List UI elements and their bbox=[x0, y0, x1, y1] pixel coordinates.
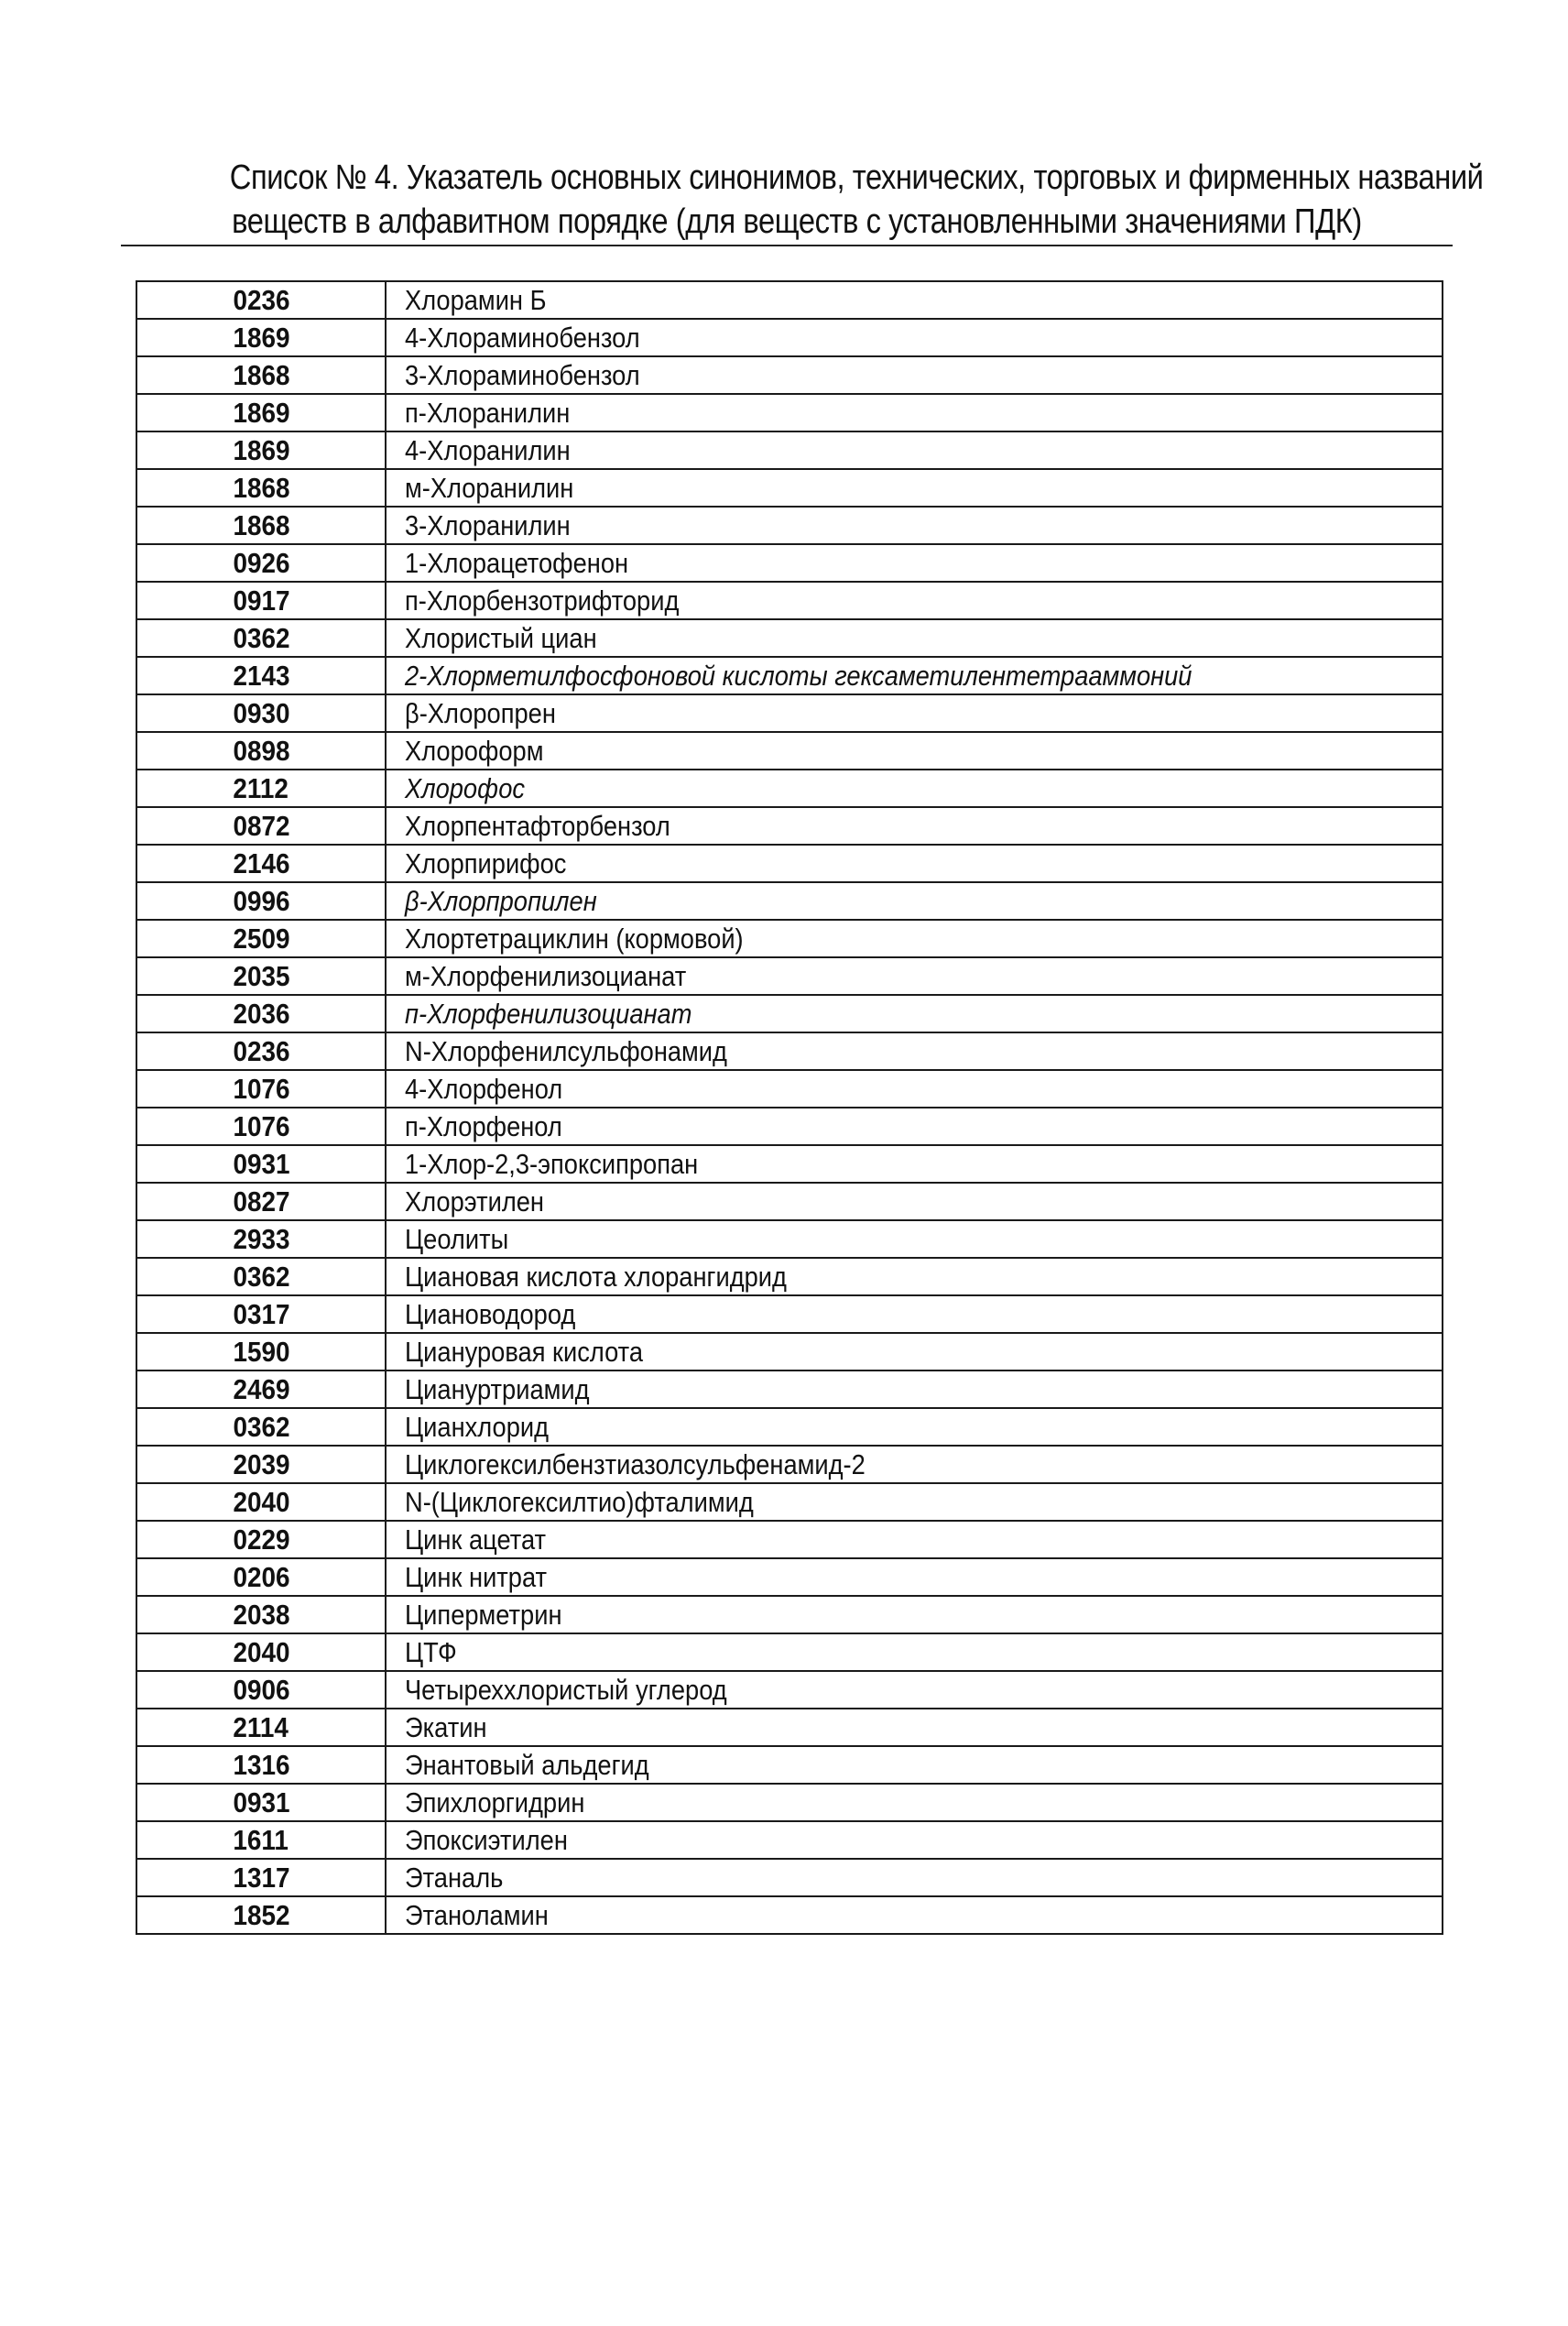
substance-code-cell bbox=[136, 507, 386, 544]
substance-code-cell bbox=[136, 1333, 386, 1370]
substance-code-cell bbox=[136, 1821, 386, 1859]
substance-name-cell bbox=[386, 1521, 1443, 1558]
substance-code-cell bbox=[136, 1295, 386, 1333]
page-title-line-1: Список № 4. Указатель основных синонимов, технических, торговых и фирменных названий bbox=[229, 158, 1484, 197]
substance-name-cell bbox=[386, 657, 1443, 694]
substance-code-cell bbox=[136, 1145, 386, 1183]
table-row bbox=[136, 882, 1443, 920]
substance-name: ЦТФ bbox=[405, 1636, 457, 1668]
substance-code-cell bbox=[136, 694, 386, 732]
substance-code: 1869 bbox=[232, 322, 290, 354]
substance-name: Циануртриамид bbox=[405, 1373, 590, 1405]
substance-code: 0827 bbox=[232, 1185, 290, 1218]
substance-name: Циануровая кислота bbox=[405, 1336, 644, 1368]
substance-name-cell bbox=[386, 469, 1443, 507]
substance-code-cell bbox=[136, 1032, 386, 1070]
substance-name: Эпихлоргидрин bbox=[405, 1786, 585, 1818]
table-row bbox=[136, 394, 1443, 431]
substance-name-cell bbox=[386, 1821, 1443, 1859]
substance-name: Циклогексилбензтиазолсульфенамид-2 bbox=[405, 1448, 866, 1480]
substance-code: 2509 bbox=[232, 923, 290, 955]
substance-name: β-Хлоропрен bbox=[405, 697, 556, 729]
substance-code-cell bbox=[136, 319, 386, 356]
substance-name: Энантовый альдегид bbox=[405, 1749, 649, 1781]
substance-code-cell bbox=[136, 281, 386, 319]
substance-code-cell bbox=[136, 995, 386, 1032]
substance-code-cell bbox=[136, 1633, 386, 1671]
substance-code: 2469 bbox=[232, 1373, 290, 1405]
substance-code: 2112 bbox=[233, 772, 289, 804]
substance-name: 4-Хлоранилин bbox=[405, 434, 571, 466]
substance-name-cell bbox=[386, 1258, 1443, 1295]
substance-code: 2143 bbox=[232, 660, 290, 692]
substance-code: 0931 bbox=[232, 1148, 290, 1180]
substance-code-cell bbox=[136, 807, 386, 845]
table-row bbox=[136, 657, 1443, 694]
substance-name-cell bbox=[386, 732, 1443, 770]
table-row bbox=[136, 1671, 1443, 1709]
substance-code-cell bbox=[136, 469, 386, 507]
substance-code-cell bbox=[136, 582, 386, 619]
substance-name-cell bbox=[386, 1483, 1443, 1521]
table-row bbox=[136, 469, 1443, 507]
substance-code-cell bbox=[136, 770, 386, 807]
substance-name: Хлортетрациклин (кормовой) bbox=[405, 923, 744, 955]
substance-code-cell bbox=[136, 1258, 386, 1295]
substance-name: N-Хлорфенилсульфонамид bbox=[405, 1035, 727, 1067]
table-row bbox=[136, 694, 1443, 732]
page-title bbox=[229, 156, 1484, 244]
substance-name: Хлористый циан bbox=[405, 622, 597, 654]
substance-code-cell bbox=[136, 657, 386, 694]
page-title-line-2: веществ в алфавитном порядке (для веществ с установленными значениями ПДК) bbox=[232, 202, 1362, 241]
substance-code: 0236 bbox=[232, 1035, 290, 1067]
substance-code: 2114 bbox=[233, 1711, 289, 1743]
table-row bbox=[136, 1709, 1443, 1746]
substance-name: м-Хлоранилин bbox=[405, 472, 574, 504]
substance-name-cell bbox=[386, 507, 1443, 544]
substance-code: 1076 bbox=[232, 1073, 290, 1105]
substance-code-cell bbox=[136, 1446, 386, 1483]
substance-name-cell bbox=[386, 319, 1443, 356]
substance-code: 2038 bbox=[232, 1599, 290, 1631]
table-row bbox=[136, 507, 1443, 544]
substance-name: Хлорпентафторбензол bbox=[405, 810, 670, 842]
substance-name: п-Хлорфенол bbox=[405, 1110, 562, 1142]
substance-name-cell bbox=[386, 1333, 1443, 1370]
substance-code: 0236 bbox=[232, 284, 290, 316]
substance-name-cell bbox=[386, 1633, 1443, 1671]
table-row bbox=[136, 1145, 1443, 1183]
table-row bbox=[136, 1446, 1443, 1483]
table-row bbox=[136, 1295, 1443, 1333]
substance-name-cell bbox=[386, 807, 1443, 845]
substance-name: Четыреххлористый углерод bbox=[405, 1674, 727, 1706]
substance-name-cell bbox=[386, 582, 1443, 619]
substance-code: 2035 bbox=[232, 960, 290, 992]
substance-code: 1868 bbox=[232, 509, 290, 541]
table-row bbox=[136, 1821, 1443, 1859]
table-row bbox=[136, 995, 1443, 1032]
substance-name-cell bbox=[386, 1408, 1443, 1446]
substance-code: 1590 bbox=[232, 1336, 290, 1368]
substance-code: 2933 bbox=[232, 1223, 290, 1255]
table-row bbox=[136, 1633, 1443, 1671]
substance-name-cell bbox=[386, 957, 1443, 995]
substance-code: 2040 bbox=[232, 1486, 290, 1518]
substance-name-cell bbox=[386, 1784, 1443, 1821]
table-row bbox=[136, 807, 1443, 845]
table-row bbox=[136, 619, 1443, 657]
substance-name: β-Хлорпропилен bbox=[405, 885, 597, 917]
substance-code-cell bbox=[136, 431, 386, 469]
substance-name-cell bbox=[386, 1859, 1443, 1896]
substance-name-cell bbox=[386, 356, 1443, 394]
substance-code: 1869 bbox=[232, 397, 290, 429]
table-row bbox=[136, 1859, 1443, 1896]
substance-code-cell bbox=[136, 1370, 386, 1408]
substance-name-cell bbox=[386, 1183, 1443, 1220]
substance-code: 0926 bbox=[232, 547, 290, 579]
table-row bbox=[136, 1746, 1443, 1784]
substance-name: 3-Хлоранилин bbox=[405, 509, 571, 541]
substance-name-cell bbox=[386, 1070, 1443, 1108]
substance-code-cell bbox=[136, 1896, 386, 1934]
table-row bbox=[136, 356, 1443, 394]
substance-name-cell bbox=[386, 845, 1443, 882]
substance-code: 0362 bbox=[232, 622, 290, 654]
substance-code: 0898 bbox=[232, 735, 290, 767]
substance-name-cell bbox=[386, 1558, 1443, 1596]
substance-name: 2-Хлорметилфосфоновой кислоты гексаметилентетрааммоний bbox=[405, 660, 1192, 692]
substance-code: 0996 bbox=[232, 885, 290, 917]
substance-code: 1869 bbox=[232, 434, 290, 466]
substance-name-cell bbox=[386, 1220, 1443, 1258]
substance-name-cell bbox=[386, 394, 1443, 431]
table-row bbox=[136, 770, 1443, 807]
substance-name-cell bbox=[386, 1746, 1443, 1784]
substance-name: Цинк нитрат bbox=[405, 1561, 548, 1593]
table-row bbox=[136, 1558, 1443, 1596]
substance-code-cell bbox=[136, 619, 386, 657]
substance-name-cell bbox=[386, 1709, 1443, 1746]
substance-name: м-Хлорфенилизоцианат bbox=[405, 960, 687, 992]
substance-name: Циановая кислота хлорангидрид bbox=[405, 1261, 787, 1293]
substance-code-cell bbox=[136, 1070, 386, 1108]
substance-code: 2036 bbox=[232, 998, 290, 1030]
table-row bbox=[136, 1896, 1443, 1934]
substance-code: 1852 bbox=[232, 1899, 290, 1931]
table-row bbox=[136, 732, 1443, 770]
substance-code: 1317 bbox=[232, 1862, 290, 1894]
table-row bbox=[136, 1258, 1443, 1295]
substance-code: 0362 bbox=[232, 1411, 290, 1443]
substance-code-cell bbox=[136, 732, 386, 770]
substance-code-cell bbox=[136, 1709, 386, 1746]
substance-name-cell bbox=[386, 431, 1443, 469]
substance-code: 1076 bbox=[232, 1110, 290, 1142]
table-row bbox=[136, 1370, 1443, 1408]
substance-name-cell bbox=[386, 1596, 1443, 1633]
table-row bbox=[136, 957, 1443, 995]
substance-name: Этаналь bbox=[405, 1862, 504, 1894]
substance-code: 2039 bbox=[232, 1448, 290, 1480]
substance-name: Хлороформ bbox=[405, 735, 544, 767]
substance-name: Экатин bbox=[405, 1711, 487, 1743]
table-row bbox=[136, 1784, 1443, 1821]
table-row bbox=[136, 319, 1443, 356]
substance-name: Хлорэтилен bbox=[405, 1185, 544, 1218]
table-row bbox=[136, 1108, 1443, 1145]
substance-code-cell bbox=[136, 1483, 386, 1521]
substance-name: Цианхлорид bbox=[405, 1411, 550, 1443]
substance-code: 0229 bbox=[232, 1523, 290, 1556]
substance-code: 0317 bbox=[232, 1298, 290, 1330]
substance-name: Циановодород bbox=[405, 1298, 576, 1330]
substance-code-cell bbox=[136, 1521, 386, 1558]
substance-name-cell bbox=[386, 1032, 1443, 1070]
substance-code-cell bbox=[136, 882, 386, 920]
substance-name: 4-Хлорфенол bbox=[405, 1073, 563, 1105]
substance-name: Хлорамин Б bbox=[405, 284, 547, 316]
substance-code: 0917 bbox=[232, 584, 290, 617]
table-row bbox=[136, 1596, 1443, 1633]
substance-name-cell bbox=[386, 1108, 1443, 1145]
table-row bbox=[136, 1220, 1443, 1258]
substance-code: 0906 bbox=[232, 1674, 290, 1706]
substance-name-cell bbox=[386, 770, 1443, 807]
substance-name: 3-Хлораминобензол bbox=[405, 359, 640, 391]
substance-code-cell bbox=[136, 394, 386, 431]
substance-code: 0206 bbox=[232, 1561, 290, 1593]
substance-name-cell bbox=[386, 882, 1443, 920]
substance-name: п-Хлорбензотрифторид bbox=[405, 584, 680, 617]
table-row bbox=[136, 1070, 1443, 1108]
table-row bbox=[136, 544, 1443, 582]
table-row bbox=[136, 1483, 1443, 1521]
substance-code: 2040 bbox=[232, 1636, 290, 1668]
substance-code: 0362 bbox=[232, 1261, 290, 1293]
table-row bbox=[136, 1521, 1443, 1558]
substance-name-cell bbox=[386, 1295, 1443, 1333]
substance-name: Хлорофос bbox=[405, 772, 526, 804]
table-row bbox=[136, 281, 1443, 319]
title-divider bbox=[121, 245, 1453, 246]
substance-code-cell bbox=[136, 957, 386, 995]
substance-name: N-(Циклогексилтио)фталимид bbox=[405, 1486, 754, 1518]
substance-code: 1868 bbox=[232, 472, 290, 504]
substance-name-cell bbox=[386, 281, 1443, 319]
substance-code: 1611 bbox=[233, 1824, 289, 1856]
substance-code-cell bbox=[136, 845, 386, 882]
substance-code-cell bbox=[136, 920, 386, 957]
substance-code: 1316 bbox=[232, 1749, 290, 1781]
substance-name-cell bbox=[386, 1370, 1443, 1408]
substance-code-cell bbox=[136, 1784, 386, 1821]
substance-code-cell bbox=[136, 1596, 386, 1633]
table-row bbox=[136, 1408, 1443, 1446]
substance-name-cell bbox=[386, 619, 1443, 657]
substance-code-cell bbox=[136, 1108, 386, 1145]
substance-code-cell bbox=[136, 1408, 386, 1446]
substance-code: 1868 bbox=[232, 359, 290, 391]
substance-name: Цинк ацетат bbox=[405, 1523, 547, 1556]
substance-name: п-Хлорфенилизоцианат bbox=[405, 998, 692, 1030]
substance-code-cell bbox=[136, 1859, 386, 1896]
table-row bbox=[136, 582, 1443, 619]
substance-code-cell bbox=[136, 1220, 386, 1258]
synonym-index-table bbox=[136, 280, 1443, 1935]
substance-code-cell bbox=[136, 1746, 386, 1784]
substance-name: Цеолиты bbox=[405, 1223, 509, 1255]
table-row bbox=[136, 431, 1443, 469]
substance-name-cell bbox=[386, 544, 1443, 582]
substance-name: Хлорпирифос bbox=[405, 847, 567, 879]
table-row bbox=[136, 1183, 1443, 1220]
substance-name-cell bbox=[386, 1671, 1443, 1709]
substance-name-cell bbox=[386, 1446, 1443, 1483]
substance-name-cell bbox=[386, 920, 1443, 957]
substance-name: Этаноламин bbox=[405, 1899, 549, 1931]
substance-name-cell bbox=[386, 1145, 1443, 1183]
substance-code-cell bbox=[136, 544, 386, 582]
table-body bbox=[136, 281, 1443, 1934]
substance-code: 0930 bbox=[232, 697, 290, 729]
substance-code: 0931 bbox=[232, 1786, 290, 1818]
table-row bbox=[136, 845, 1443, 882]
substance-code-cell bbox=[136, 1671, 386, 1709]
substance-code-cell bbox=[136, 1183, 386, 1220]
substance-name: п-Хлоранилин bbox=[405, 397, 571, 429]
table-row bbox=[136, 1333, 1443, 1370]
table-row bbox=[136, 1032, 1443, 1070]
substance-name-cell bbox=[386, 1896, 1443, 1934]
substance-code-cell bbox=[136, 1558, 386, 1596]
substance-name-cell bbox=[386, 694, 1443, 732]
substance-name: 1-Хлор-2,3-эпоксипропан bbox=[405, 1148, 699, 1180]
substance-name: 4-Хлораминобензол bbox=[405, 322, 640, 354]
substance-name-cell bbox=[386, 995, 1443, 1032]
substance-code: 0872 bbox=[232, 810, 290, 842]
substance-code: 2146 bbox=[232, 847, 290, 879]
substance-name: Циперметрин bbox=[405, 1599, 562, 1631]
substance-name: Эпоксиэтилен bbox=[405, 1824, 568, 1856]
substance-name: 1-Хлорацетофенон bbox=[405, 547, 629, 579]
substance-code-cell bbox=[136, 356, 386, 394]
table-row bbox=[136, 920, 1443, 957]
